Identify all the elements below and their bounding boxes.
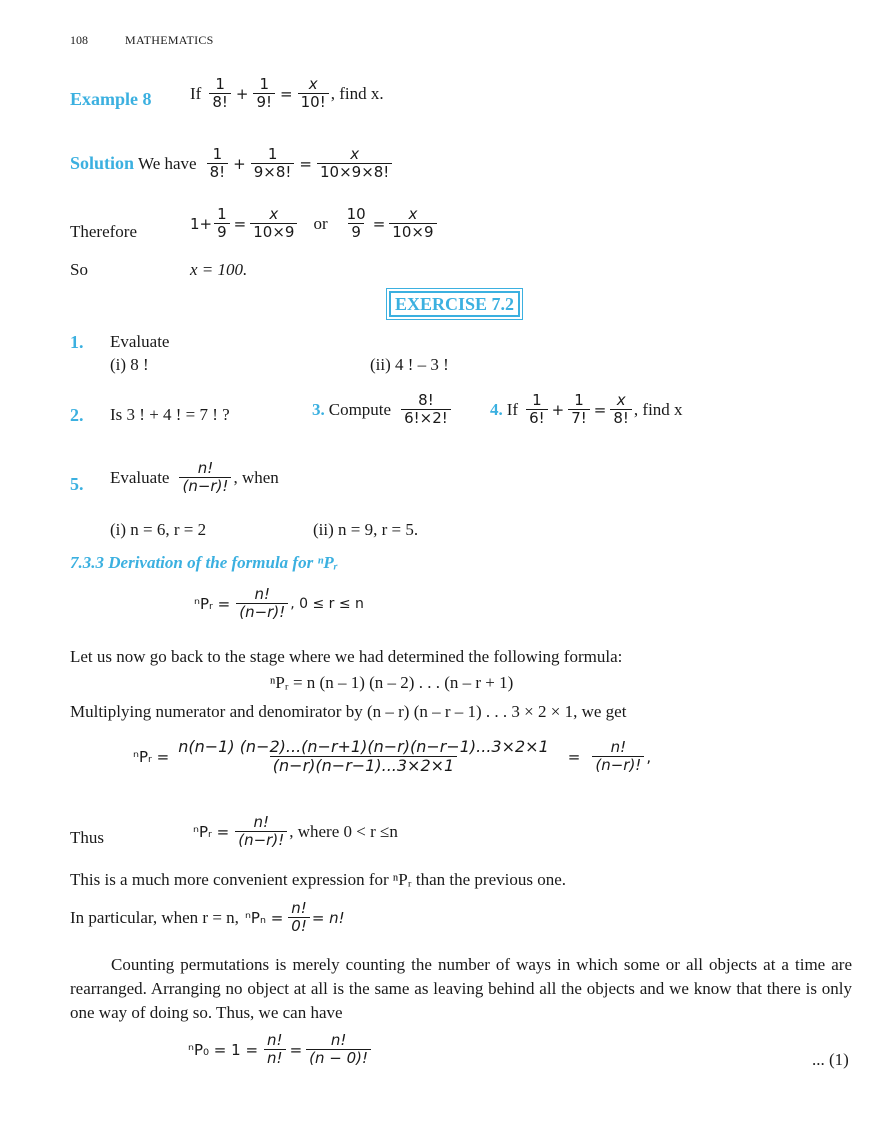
question-1-part-ii: (ii) 4 ! – 3 !	[370, 355, 449, 374]
so-label: So	[70, 260, 88, 279]
example-8-if: If	[190, 83, 202, 103]
example-8-statement: If $\frac{1}{8!}$ + $\frac{1}{9!}$ = $\frac{x}{10!}$ , find x.	[190, 75, 384, 112]
example-8-label: Example 8	[70, 89, 152, 109]
fraction: $\frac{x}{8!}$	[610, 392, 632, 428]
running-title: MATHEMATICS	[125, 33, 214, 47]
equation-number: ... (1)	[812, 1050, 849, 1069]
fraction: $\frac{n!}{(n-r)!}$	[236, 586, 288, 622]
question-5-part-i: (i) n = 6, r = 2	[110, 520, 207, 539]
question-3: 3. Compute $\frac{8!}{6!\times 2!}$	[312, 392, 453, 428]
question-2-text: Is 3 ! + 4 ! = 7 ! ?	[110, 405, 230, 424]
fraction: $\frac{n!}{0!}$	[288, 900, 310, 936]
fraction: $\frac{n!}{(n-r)!}$	[592, 739, 644, 775]
page-number: 108	[70, 33, 88, 47]
big-derivation: ⁿPᵣ = $\frac{n(n-1) (n-2)...(n-r+1)(n-r)(n-r-1)...3\times 2\times 1}{(n-r)(n-r-1)...3\times 2\times 1}$ = $\frac{n!}{(n-r)!}$ ,	[133, 737, 652, 776]
fraction: $\frac{1}{8!}$	[209, 76, 231, 112]
question-4: 4. If $\frac{1}{6!}$ + $\frac{1}{7!}$ = $\frac{x}{8!}$ , find x	[490, 391, 683, 428]
paragraph-5: Counting permutations is merely counting the number of ways in which some or all objects at a time are rearranged. Arranging no object at all is the same as leaving behind all the objects and we know that there is only one way of doing so. Thus, we can have	[70, 955, 852, 1022]
recall-formula: ⁿPᵣ = n (n – 1) (n – 2) . . . (n – r + 1)	[270, 673, 514, 692]
solution-label: Solution	[70, 153, 135, 174]
question-2-number: 2.	[70, 405, 84, 425]
fraction: $\frac{1}{9!}$	[253, 76, 275, 112]
particular-case: In particular, when r = n, ⁿPₙ = $\frac{n!}{0!}$ = n!	[70, 899, 345, 936]
fraction: $\frac{n(n-1) (n-2)...(n-r+1)(n-r)(n-r-1)...3\times 2\times 1}{(n-r)(n-r-1)...3\times 2\times 1}$	[178, 737, 549, 776]
fraction: $\frac{10}{9}$	[346, 205, 366, 242]
fraction: $\frac{n!}{(n-r)!}$	[179, 460, 231, 496]
fraction: $\frac{1}{9\times 8!}$	[251, 146, 295, 182]
fraction: $\frac{n!}{(n-r)!}$	[235, 814, 287, 850]
formula-npr: ⁿPᵣ = $\frac{n!}{(n-r)!}$ , 0 ≤ r ≤ n	[194, 585, 364, 622]
fraction: $\frac{x}{10\times 9}$	[389, 206, 436, 242]
example-8-tail: , find x.	[330, 83, 384, 103]
fraction: $\frac{1}{6!}$	[526, 392, 548, 428]
exercise-title: EXERCISE 7.2	[389, 294, 520, 315]
fraction: $\frac{x}{10!}$	[298, 76, 329, 112]
fraction: $\frac{x}{10\times 9}$	[250, 206, 297, 242]
thus-label: Thus	[70, 828, 104, 847]
section-heading: 7.3.3 Derivation of the formula for ⁿPᵣ	[70, 553, 338, 572]
question-1-number: 1.	[70, 332, 84, 352]
fraction: $\frac{8!}{6!\times 2!}$	[401, 392, 451, 428]
paragraph-1: Let us now go back to the stage where we had determined the following formula:	[70, 647, 623, 666]
fraction: $\frac{n!}{n!}$	[264, 1032, 286, 1068]
question-1-part-i: (i) 8 !	[110, 355, 149, 374]
fraction: $\frac{x}{10\times 9\times 8!}$	[317, 146, 392, 182]
therefore-math: 1+ $\frac{1}{9}$ = $\frac{x}{10\times 9}$ or $\frac{10}{9}$ = $\frac{x}{10\times 9}$	[190, 206, 439, 242]
thus-formula: ⁿPᵣ = $\frac{n!}{(n-r)!}$ , where 0 < r ≤n	[193, 813, 398, 850]
fraction: $\frac{1}{8!}$	[207, 146, 229, 182]
question-5-number: 5.	[70, 474, 84, 494]
paragraph-2: Multiplying numerator and denomirator by (n – r) (n – r – 1) . . . 3 × 2 × 1, we get	[70, 702, 627, 721]
question-5-part-ii: (ii) n = 9, r = 5.	[313, 520, 419, 539]
final-formula: ⁿP₀ = 1 = $\frac{n!}{n!}$ = $\frac{n!}{(n - 0)!}$	[188, 1032, 373, 1068]
so-value: x = 100.	[190, 260, 248, 279]
question-5: Evaluate $\frac{n!}{(n-r)!}$ , when	[110, 459, 279, 496]
fraction: $\frac{1}{7!}$	[568, 392, 590, 428]
fraction: $\frac{1}{9}$	[214, 206, 230, 242]
fraction: $\frac{n!}{(n - 0)!}$	[306, 1032, 371, 1068]
paragraph-3: This is a much more convenient expression for ⁿPᵣ than the previous one.	[70, 870, 567, 889]
solution-line: Solution We have $\frac{1}{8!}$ + $\frac{1}{9\times 8!}$ = $\frac{x}{10\times 9\times 8!}$	[70, 146, 394, 182]
therefore-label: Therefore	[70, 222, 138, 241]
question-1-text: Evaluate	[110, 332, 170, 351]
